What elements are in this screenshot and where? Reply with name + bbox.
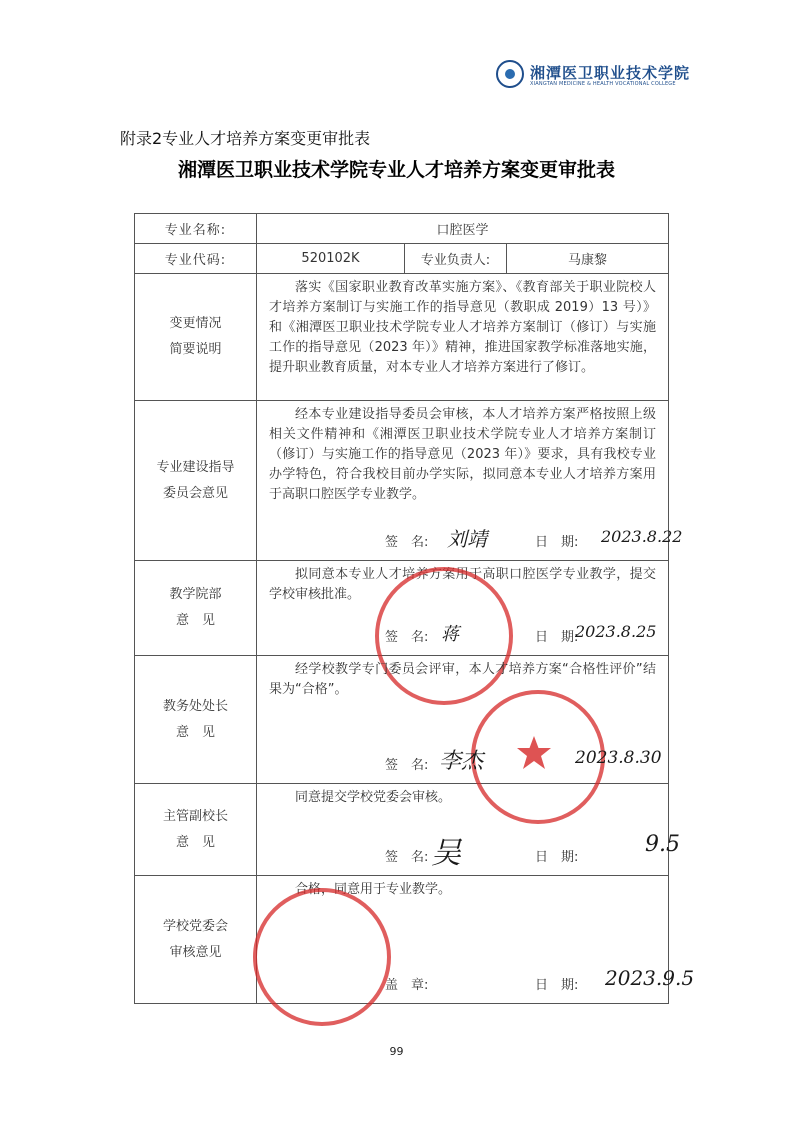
affairs-cell [257, 656, 669, 784]
party-sign-line [385, 966, 695, 993]
sign-label: 签 名: [385, 630, 429, 645]
approval-form [134, 213, 695, 1003]
change-summary-text: 落实《国家职业教育改革实施方案》、《教育部关于职业院校人才培养方案制订与实施工作的指导意见（教职成 2019）13 号）》和《湘潭医卫职业技术学院专业人才培养方案制订（修订）与实施工作的指导意见（2023 年）》精神，推进国家教学标准落地实施，提升职业教育质量，对本专业人才培养方案进行了修订。 [257, 274, 669, 401]
affairs-text: 经学校教学专门委员会评审，本人才培养方案“合格性评价”结果为“合格”。 [269, 662, 656, 697]
date-label: 日 期: [535, 630, 579, 645]
dept-label-line1: 教学院部 [169, 587, 222, 602]
party-label-line2: 审核意见 [169, 944, 222, 960]
approval-table [134, 213, 695, 1004]
committee-label [135, 401, 257, 561]
vp-text: 同意提交学校党委会审核。 [295, 790, 452, 805]
party-cell [257, 876, 695, 1004]
star-icon [516, 735, 552, 771]
leader-value: 马康黎 [507, 244, 669, 274]
row-major-code [135, 244, 669, 274]
committee-date: 2023.8.22 [601, 527, 683, 546]
date-label: 日 期: [535, 978, 579, 993]
change-summary-label [135, 274, 257, 401]
row-vp [135, 784, 669, 876]
committee-label-line2: 委员会意见 [162, 485, 228, 501]
affairs-label [135, 656, 257, 784]
affairs-signature: 李杰 [439, 749, 484, 774]
vp-label-line1: 主管副校长 [162, 808, 228, 824]
affairs-label-line1: 教务处处长 [162, 698, 228, 714]
major-name-label: 专业名称: [135, 214, 257, 244]
college-logo [496, 60, 691, 92]
dept-text: 拟同意本专业人才培养方案用于高职口腔医学专业教学，提交学校审核批准。 [269, 567, 656, 602]
party-label [135, 876, 257, 1004]
sign-label: 签 名: [385, 758, 429, 773]
logo-chinese-name: 湘潭医卫职业技术学院 [530, 64, 691, 82]
vp-label-line2: 意 见 [175, 834, 215, 850]
row-party [135, 876, 669, 1004]
major-code-label: 专业代码: [135, 244, 257, 274]
page-number: 99 [389, 1045, 404, 1058]
row-affairs [135, 656, 669, 784]
seal-label: 盖 章: [385, 978, 429, 993]
date-label: 日 期: [535, 535, 579, 550]
leader-label: 专业负责人: [405, 244, 507, 274]
major-name-value: 口腔医学 [257, 214, 669, 244]
dept-signature: 蒋 [441, 624, 459, 645]
change-label-line2: 简要说明 [169, 342, 222, 357]
row-dept [135, 561, 669, 656]
affairs-date: 2023.8.30 [575, 748, 662, 768]
vp-sign-line [385, 832, 680, 871]
change-label-line1: 变更情况 [169, 316, 222, 331]
dept-cell [257, 561, 669, 656]
vp-cell [257, 784, 680, 876]
dept-label [135, 561, 257, 656]
party-date: 2023.9.5 [605, 966, 695, 990]
sign-label: 签 名: [385, 535, 429, 550]
vp-date: 9.5 [645, 832, 680, 857]
party-text: 合格，同意用于专业教学。 [295, 882, 452, 897]
date-label: 日 期: [535, 850, 579, 865]
committee-text: 经本专业建设指导委员会审核，本人才培养方案严格按照上级相关文件精神和《湘潭医卫职业技术学院专业人才培养方案制订（修订）与实施工作的指导意见（2023 年）》要求，具有我校专业办学特色，符合我校目前办学实际，拟同意本专业人才培养方案用于高职口腔医学专业教学。 [269, 407, 656, 502]
dept-label-line2: 意 见 [175, 613, 215, 628]
party-red-stamp [253, 888, 391, 1026]
row-change-summary [135, 274, 669, 401]
committee-sign-line [385, 527, 683, 551]
vp-signature: 吴 [431, 836, 461, 871]
row-committee [135, 401, 669, 561]
major-code-value: 520102K [257, 244, 405, 274]
page-title: 湘潭医卫职业技术学院专业人才培养方案变更审批表 [177, 159, 615, 181]
affairs-sign-line [385, 748, 662, 774]
sign-label: 签 名: [385, 850, 429, 865]
vp-label [135, 784, 257, 876]
row-major-name [135, 214, 669, 244]
dept-sign-line [385, 622, 657, 645]
college-emblem-icon [496, 60, 524, 88]
appendix-label: 附录2专业人才培养方案变更审批表 [120, 129, 371, 148]
committee-signature: 刘靖 [447, 527, 487, 551]
committee-cell [257, 401, 683, 561]
logo-english-name: XIANGTAN MEDICINE & HEALTH VOCATIONAL COLLEGE [530, 81, 676, 87]
affairs-label-line2: 意 见 [175, 724, 215, 740]
party-label-line1: 学校党委会 [162, 918, 228, 934]
dept-date: 2023.8.25 [575, 622, 657, 641]
committee-label-line1: 专业建设指导 [156, 459, 235, 475]
